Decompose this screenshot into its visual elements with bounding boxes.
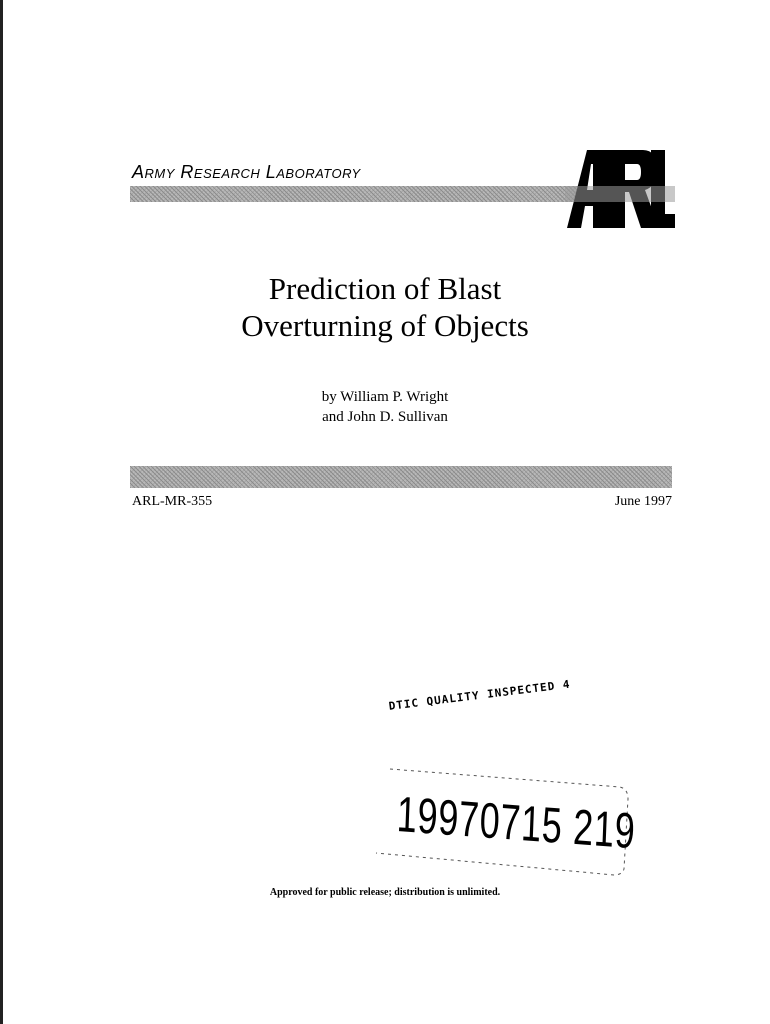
- distribution-statement: Approved for public release; distribution is unlimited.: [269, 887, 501, 898]
- title-line-2: Overturning of Objects: [241, 308, 529, 343]
- arl-logo-icon: [565, 148, 675, 228]
- report-date: June 1997: [614, 494, 672, 509]
- author-line-2: and John D. Sullivan: [322, 409, 448, 425]
- lab-name: Army Research Laboratory: [132, 162, 361, 182]
- document-title: [0, 270, 770, 344]
- title-line-1: Prediction of Blast: [268, 271, 502, 306]
- divider-bar: [130, 466, 672, 488]
- report-number: ARL-MR-355: [132, 494, 213, 509]
- author-line-1: by William P. Wright: [321, 389, 449, 405]
- dtic-stamp: DTIC QUALITY INSPECTED 4: [388, 677, 572, 713]
- accession-number: 19970715 219: [395, 785, 637, 860]
- page-edge: [0, 0, 3, 1024]
- accession-stamp: [370, 765, 637, 877]
- header-block: [130, 148, 675, 228]
- authors: [0, 387, 770, 427]
- header-bar: [130, 186, 600, 202]
